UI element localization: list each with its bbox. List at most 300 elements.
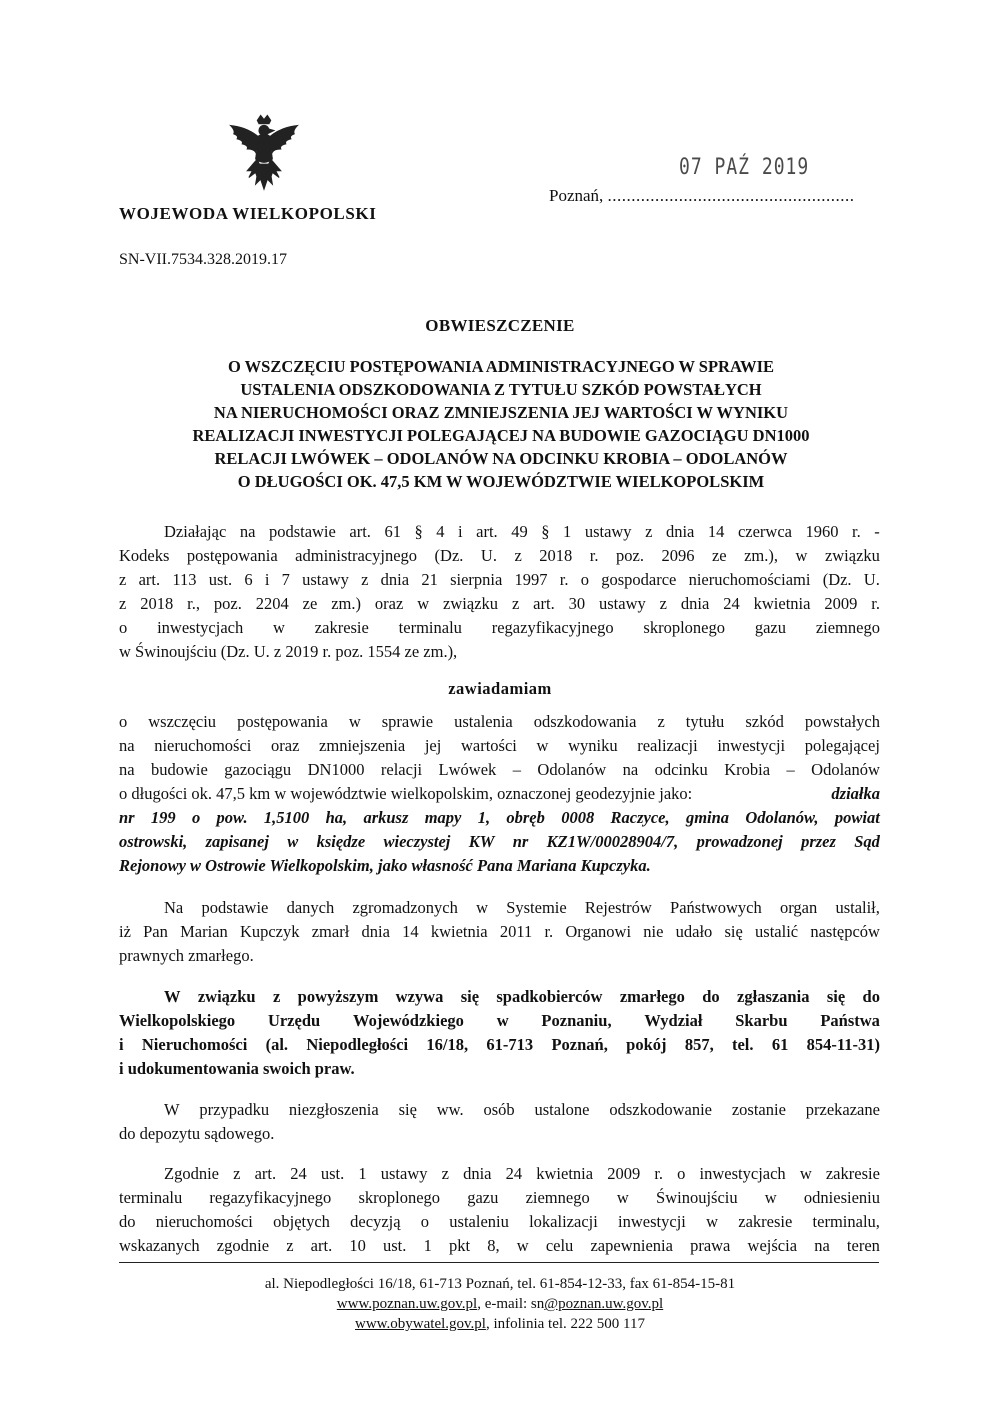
word: 16/18, bbox=[426, 1035, 469, 1054]
word: z bbox=[119, 594, 127, 613]
word: 113 bbox=[172, 570, 197, 589]
word: gospodarce bbox=[601, 570, 677, 589]
citizen-portal-link[interactable]: www.obywatel.gov.pl bbox=[355, 1316, 486, 1332]
word: z bbox=[511, 594, 520, 613]
word: w bbox=[273, 618, 285, 637]
place-date-line bbox=[549, 186, 855, 206]
word: związku bbox=[443, 594, 499, 613]
parcel-label: działka bbox=[831, 784, 880, 803]
notice-subject bbox=[140, 355, 862, 493]
word: ustawy bbox=[599, 594, 646, 613]
word: Sąd bbox=[854, 832, 880, 851]
word: (Dz. bbox=[434, 546, 464, 565]
word: zakresie bbox=[825, 1164, 880, 1183]
registry-line bbox=[164, 896, 880, 919]
word: r. bbox=[544, 922, 554, 941]
word: ustawy bbox=[302, 570, 349, 589]
word: powiat bbox=[834, 808, 880, 827]
word: przez bbox=[801, 832, 836, 851]
word: postępowania bbox=[237, 712, 328, 731]
word: Rejestrów bbox=[584, 898, 652, 917]
word: z bbox=[657, 712, 665, 731]
word: wszczęciu bbox=[148, 712, 217, 731]
word: polegającej bbox=[804, 736, 880, 755]
word: - bbox=[874, 522, 880, 541]
place-name: Poznań, bbox=[549, 186, 604, 205]
word: KW bbox=[468, 832, 495, 851]
word: dnia bbox=[380, 570, 410, 589]
word: w bbox=[516, 1236, 529, 1255]
word: Poznań, bbox=[551, 1035, 608, 1054]
word: odniesieniu bbox=[803, 1188, 880, 1207]
word: w bbox=[287, 832, 299, 851]
word: w bbox=[536, 736, 549, 755]
word: Pan bbox=[143, 922, 168, 941]
word: zmniejszenia bbox=[319, 736, 406, 755]
word: art. bbox=[533, 594, 555, 613]
word: szkód bbox=[745, 712, 784, 731]
word: ustalić bbox=[755, 922, 799, 941]
subject-line: NA NIERUCHOMOŚCI ORAZ ZMNIEJSZENIA JEJ WARTOŚCI W WYNIKU bbox=[213, 403, 789, 422]
word: kwietnia bbox=[430, 922, 488, 941]
word: Niepodległości bbox=[306, 1035, 409, 1054]
subject-line: USTALENIA ODSZKODOWANIA Z TYTUŁU SZKÓD POWSTAŁYCH bbox=[240, 380, 762, 399]
word: następców bbox=[810, 922, 880, 941]
word: Na bbox=[164, 898, 184, 917]
word: osób bbox=[483, 1100, 515, 1119]
word: Świnoujściu bbox=[656, 1188, 738, 1207]
subject-line: REALIZACJI INWESTYCJI POLEGAJĄCEJ NA BUDOWIE GAZOCIĄGU DN1000 bbox=[192, 426, 810, 445]
word: w bbox=[795, 546, 808, 565]
word: nr bbox=[119, 808, 135, 827]
word: r. bbox=[559, 570, 569, 589]
word: nieruchomości bbox=[154, 736, 252, 755]
word: związku bbox=[197, 987, 256, 1006]
word: 61 bbox=[384, 522, 401, 541]
word: w bbox=[348, 712, 361, 731]
email-link[interactable]: @poznan.uw.gov.pl bbox=[544, 1296, 664, 1312]
footer-contact-line bbox=[0, 1294, 1000, 1314]
word: podstawie bbox=[268, 522, 336, 541]
access-line bbox=[119, 1210, 880, 1233]
word: zmarł bbox=[311, 922, 350, 941]
word: z bbox=[645, 522, 653, 541]
access-line bbox=[164, 1162, 880, 1185]
word: zostanie bbox=[731, 1100, 786, 1119]
word: podstawie bbox=[201, 898, 269, 917]
website-link[interactable]: www.poznan.uw.gov.pl bbox=[336, 1296, 478, 1312]
word: skroplonego bbox=[643, 618, 725, 637]
word: terminalu, bbox=[812, 1212, 880, 1231]
word: 14 bbox=[402, 922, 419, 941]
word: terminalu bbox=[398, 618, 462, 637]
word: czerwca bbox=[737, 522, 792, 541]
word: 1997 bbox=[514, 570, 548, 589]
word: o bbox=[580, 570, 589, 589]
word: Skarbu bbox=[735, 1011, 788, 1030]
word: Wielkopolskiego bbox=[119, 1011, 236, 1030]
word: pokój bbox=[626, 1035, 667, 1054]
word: ustalił, bbox=[835, 898, 880, 917]
word: wskazanych bbox=[119, 1236, 200, 1255]
word: tel. bbox=[731, 1035, 754, 1054]
word: ww. bbox=[436, 1100, 464, 1119]
word: art. bbox=[310, 1236, 333, 1255]
word: 1, bbox=[477, 808, 491, 827]
legal-basis-line bbox=[119, 592, 880, 615]
parcel-details-line bbox=[119, 806, 880, 829]
word: do bbox=[702, 987, 720, 1006]
word: Systemie bbox=[506, 898, 567, 917]
word: 2011 bbox=[499, 922, 533, 941]
word: § bbox=[541, 522, 550, 541]
word: art. bbox=[254, 1164, 277, 1183]
word: na bbox=[239, 522, 256, 541]
word: odcinku bbox=[654, 760, 708, 779]
word: na bbox=[119, 760, 135, 779]
word: Odolanów, bbox=[745, 808, 819, 827]
word: Marian bbox=[180, 922, 228, 941]
word: Kodeks bbox=[119, 546, 170, 565]
word: spadkobierców bbox=[496, 987, 603, 1006]
word: z bbox=[659, 594, 667, 613]
date-dotted-line: .................................................... bbox=[607, 186, 855, 205]
word: obręb bbox=[506, 808, 545, 827]
word: administracyjnego bbox=[295, 546, 418, 565]
word: 1 bbox=[423, 1236, 432, 1255]
word: r., bbox=[187, 594, 200, 613]
word: jej bbox=[424, 736, 442, 755]
footer-divider bbox=[119, 1262, 879, 1263]
word: o bbox=[119, 618, 128, 637]
word: DN1000 bbox=[307, 760, 365, 779]
word: udało bbox=[675, 922, 713, 941]
word: art. bbox=[349, 522, 371, 541]
word: ustalenia bbox=[454, 712, 513, 731]
word: dnia bbox=[665, 522, 695, 541]
word: kwietnia bbox=[536, 1164, 594, 1183]
word: 2018 bbox=[140, 594, 174, 613]
word: zakresie bbox=[738, 1212, 793, 1231]
word: § bbox=[414, 522, 423, 541]
word: z bbox=[361, 570, 369, 589]
legal-basis-line: w Świnoujściu (Dz. U. z 2019 r. poz. 1554 ze zm.), bbox=[119, 642, 458, 661]
word: terminalu bbox=[119, 1188, 183, 1207]
registry-line: prawnych zmarłego. bbox=[119, 946, 254, 965]
word: Raczyce, bbox=[610, 808, 670, 827]
word: dnia bbox=[361, 922, 390, 941]
word: inwestycjach bbox=[157, 618, 244, 637]
word: i bbox=[458, 522, 463, 541]
word: zm.), bbox=[744, 546, 779, 565]
word: Lwówek bbox=[438, 760, 497, 779]
word: inwestycjach bbox=[699, 1164, 786, 1183]
word: poz. bbox=[616, 546, 644, 565]
word: z bbox=[514, 546, 522, 565]
summons-line bbox=[119, 1033, 880, 1056]
word: poz. bbox=[213, 594, 242, 613]
word: ze bbox=[711, 546, 727, 565]
word: Kupczyk bbox=[239, 922, 300, 941]
summons-line bbox=[119, 1009, 880, 1032]
access-line bbox=[119, 1186, 880, 1209]
word: budowie bbox=[151, 760, 208, 779]
word: się bbox=[826, 987, 846, 1006]
legal-basis-line bbox=[119, 568, 880, 591]
word: w bbox=[706, 1212, 719, 1231]
word: 1 bbox=[358, 1164, 367, 1183]
word: 2009 bbox=[824, 594, 858, 613]
word: inwestycji bbox=[618, 1212, 686, 1231]
word: odszkodowanie bbox=[609, 1100, 712, 1119]
word: 857, bbox=[684, 1035, 714, 1054]
notice-line bbox=[119, 710, 880, 733]
word: ustawy bbox=[584, 522, 632, 541]
word: 2009 bbox=[607, 1164, 641, 1183]
word: 61 bbox=[771, 1035, 789, 1054]
word: 2204 bbox=[255, 594, 289, 613]
word: na bbox=[622, 760, 639, 779]
word: zgromadzonych bbox=[352, 898, 458, 917]
word: o bbox=[119, 712, 128, 731]
word: się bbox=[724, 922, 743, 941]
notify-heading: zawiadamiam bbox=[448, 679, 552, 698]
word: dnia bbox=[463, 1164, 492, 1183]
word: 8, bbox=[487, 1236, 500, 1255]
subject-line: O WSZCZĘCIU POSTĘPOWANIA ADMINISTRACYJNEGO W SPRAWIE bbox=[228, 357, 774, 376]
word: regazyfikacyjnego bbox=[491, 618, 614, 637]
deposit-line bbox=[164, 1098, 880, 1121]
word: Zgodnie bbox=[164, 1164, 219, 1183]
word: zakresie bbox=[314, 618, 369, 637]
word: danych bbox=[286, 898, 335, 917]
word: prowadzonej bbox=[696, 832, 783, 851]
word: r. bbox=[654, 1164, 664, 1183]
word: 24 bbox=[505, 1164, 523, 1183]
word: 61-713 bbox=[486, 1035, 534, 1054]
document-title: OBWIESZCZENIE bbox=[425, 316, 575, 335]
word: powyższym bbox=[297, 987, 379, 1006]
issuer-name: WOJEWODA WIELKOPOLSKI bbox=[119, 204, 377, 223]
word: celu bbox=[545, 1236, 574, 1255]
word: wejścia bbox=[747, 1236, 798, 1255]
word: decyzją bbox=[350, 1212, 401, 1231]
word: 21 bbox=[421, 570, 438, 589]
word: niezgłoszenia bbox=[288, 1100, 379, 1119]
notice-line bbox=[119, 734, 880, 757]
footer bbox=[0, 1274, 1000, 1334]
word: 854-11-31) bbox=[806, 1035, 880, 1054]
word: relacji bbox=[380, 760, 423, 779]
word: Organowi bbox=[565, 922, 632, 941]
word: 24 bbox=[723, 594, 740, 613]
deposit-line: do depozytu sądowego. bbox=[119, 1124, 275, 1143]
word: ustaleniu bbox=[449, 1212, 509, 1231]
word: zgłaszania bbox=[737, 987, 810, 1006]
word: 1960 bbox=[805, 522, 839, 541]
word: 14 bbox=[707, 522, 725, 541]
word: lokalizacji bbox=[529, 1212, 598, 1231]
parcel-details-line: Rejonowy w Ostrowie Wielkopolskim, jako własność Pana Mariana Kupczyka. bbox=[119, 856, 651, 875]
word: się bbox=[398, 1100, 417, 1119]
word: ust. bbox=[320, 1164, 345, 1183]
polish-eagle-emblem-icon bbox=[222, 112, 306, 196]
word: i bbox=[264, 570, 270, 589]
word: – bbox=[512, 760, 521, 779]
word: księdze bbox=[316, 832, 366, 851]
word: Odolanów bbox=[811, 760, 880, 779]
word: U. bbox=[480, 546, 497, 565]
word: Państwowych bbox=[670, 898, 762, 917]
footer-address: al. Niepodległości 16/18, 61-713 Poznań, tel. 61-854-12-33, fax 61-854-15-81 bbox=[264, 1276, 736, 1292]
word: W bbox=[164, 1100, 180, 1119]
word: KZ1W/00028904/7, bbox=[546, 832, 679, 851]
word: 0008 bbox=[561, 808, 595, 827]
word: do bbox=[862, 987, 880, 1006]
word: oraz bbox=[374, 594, 404, 613]
word: 10 bbox=[349, 1236, 366, 1255]
word: Nieruchomości bbox=[141, 1035, 248, 1054]
case-number: SN-VII.7534.328.2019.17 bbox=[119, 251, 287, 268]
word: wzywa bbox=[395, 987, 444, 1006]
word: o bbox=[677, 1164, 686, 1183]
word: 2096 bbox=[661, 546, 695, 565]
parcel-details-line bbox=[119, 830, 880, 853]
word: 6 bbox=[244, 570, 253, 589]
word: o bbox=[420, 1212, 430, 1231]
email-label: , e-mail: sn bbox=[477, 1296, 545, 1312]
word: gazociągu bbox=[224, 760, 292, 779]
word: inwestycji bbox=[717, 736, 786, 755]
word: wieczystej bbox=[383, 832, 451, 851]
word: prawa bbox=[690, 1236, 731, 1255]
word: arkusz bbox=[363, 808, 409, 827]
subject-line: O DŁUGOŚCI OK. 47,5 KM W WOJEWÓDZTWIE WIELKOPOLSKIM bbox=[237, 472, 765, 491]
word: zmarłego bbox=[619, 987, 685, 1006]
word: U. bbox=[863, 570, 880, 589]
word: pow. bbox=[216, 808, 248, 827]
word: 7 bbox=[281, 570, 290, 589]
word: r. bbox=[852, 522, 861, 541]
word: Działając bbox=[164, 522, 227, 541]
word: r. bbox=[871, 594, 880, 613]
word: wartości bbox=[460, 736, 517, 755]
summons-line: i udokumentowania swoich praw. bbox=[119, 1059, 355, 1078]
word: 199 bbox=[150, 808, 176, 827]
word: objętych bbox=[273, 1212, 330, 1231]
word: zapisanej bbox=[205, 832, 269, 851]
word: mapy bbox=[424, 808, 462, 827]
word: Krobia bbox=[724, 760, 771, 779]
word: z bbox=[233, 1164, 241, 1183]
word: 4 bbox=[436, 522, 445, 541]
word: nieruchomościami bbox=[688, 570, 811, 589]
word: 24 bbox=[290, 1164, 307, 1183]
infoline-text: , infolinia tel. 222 500 117 bbox=[485, 1316, 645, 1332]
word: z bbox=[272, 987, 281, 1006]
word: sierpnia bbox=[450, 570, 503, 589]
word: z bbox=[286, 1236, 294, 1255]
word: z bbox=[119, 570, 127, 589]
word: pkt bbox=[448, 1236, 471, 1255]
word: powstałych bbox=[804, 712, 880, 731]
word: postępowania bbox=[186, 546, 278, 565]
registry-line bbox=[119, 920, 880, 943]
word: ziemnego bbox=[815, 618, 880, 637]
legal-basis-line bbox=[119, 544, 880, 567]
word: dnia bbox=[680, 594, 710, 613]
footer-citizen-line bbox=[0, 1314, 1000, 1334]
word: w bbox=[616, 1188, 629, 1207]
word: (Dz. bbox=[822, 570, 852, 589]
word: na bbox=[814, 1236, 830, 1255]
word: organ bbox=[779, 898, 818, 917]
word: ust. bbox=[383, 1236, 407, 1255]
word: kwietnia bbox=[753, 594, 811, 613]
word: 1,5100 bbox=[263, 808, 310, 827]
word: przypadku bbox=[199, 1100, 270, 1119]
word: z bbox=[441, 1164, 449, 1183]
word: ze bbox=[302, 594, 318, 613]
word: regazyfikacyjnego bbox=[209, 1188, 332, 1207]
word: oraz bbox=[271, 736, 300, 755]
legal-basis-line bbox=[119, 616, 880, 639]
word: w bbox=[799, 1164, 812, 1183]
word: przekazane bbox=[805, 1100, 880, 1119]
word: nieruchomości bbox=[155, 1212, 253, 1231]
word: teren bbox=[846, 1236, 880, 1255]
word: zgodnie bbox=[216, 1236, 270, 1255]
word: iż bbox=[119, 922, 131, 941]
word: ustawy bbox=[380, 1164, 428, 1183]
word: się bbox=[460, 987, 480, 1006]
notice-line bbox=[119, 758, 880, 781]
word: i bbox=[119, 1035, 124, 1054]
word: Wydział bbox=[644, 1011, 703, 1030]
word: ust. bbox=[208, 570, 233, 589]
word: art. bbox=[476, 522, 498, 541]
word: Wojewódzkiego bbox=[352, 1011, 464, 1030]
word: 1 bbox=[563, 522, 572, 541]
access-line bbox=[119, 1234, 880, 1257]
word: tytułu bbox=[685, 712, 725, 731]
word: gmina bbox=[685, 808, 730, 827]
word: 30 bbox=[568, 594, 586, 613]
word: w bbox=[476, 898, 488, 917]
word: skroplonego bbox=[358, 1188, 441, 1207]
word: związku bbox=[824, 546, 880, 565]
word: (al. bbox=[265, 1035, 289, 1054]
word: Urzędu bbox=[267, 1011, 321, 1030]
word: 49 bbox=[511, 522, 528, 541]
word: w bbox=[764, 1188, 777, 1207]
word: odszkodowania bbox=[533, 712, 637, 731]
word: ostrowski, bbox=[119, 832, 188, 851]
word: gazu bbox=[754, 618, 786, 637]
notice-line bbox=[119, 782, 880, 805]
word: art. bbox=[138, 570, 161, 589]
legal-basis-line bbox=[164, 520, 880, 543]
summons-line bbox=[164, 985, 880, 1008]
notice-text: o długości ok. 47,5 km w województwie wielkopolskim, oznaczonej geodezyjnie jako: bbox=[119, 784, 697, 803]
word: nr bbox=[512, 832, 529, 851]
subject-line: RELACJI LWÓWEK – ODOLANÓW NA ODCINKU KROBIA – ODOLANÓW bbox=[214, 449, 788, 468]
word: wyniku bbox=[568, 736, 618, 755]
word: Państwa bbox=[820, 1011, 880, 1030]
word: – bbox=[786, 760, 795, 779]
word: na bbox=[119, 736, 135, 755]
word: sprawie bbox=[381, 712, 434, 731]
